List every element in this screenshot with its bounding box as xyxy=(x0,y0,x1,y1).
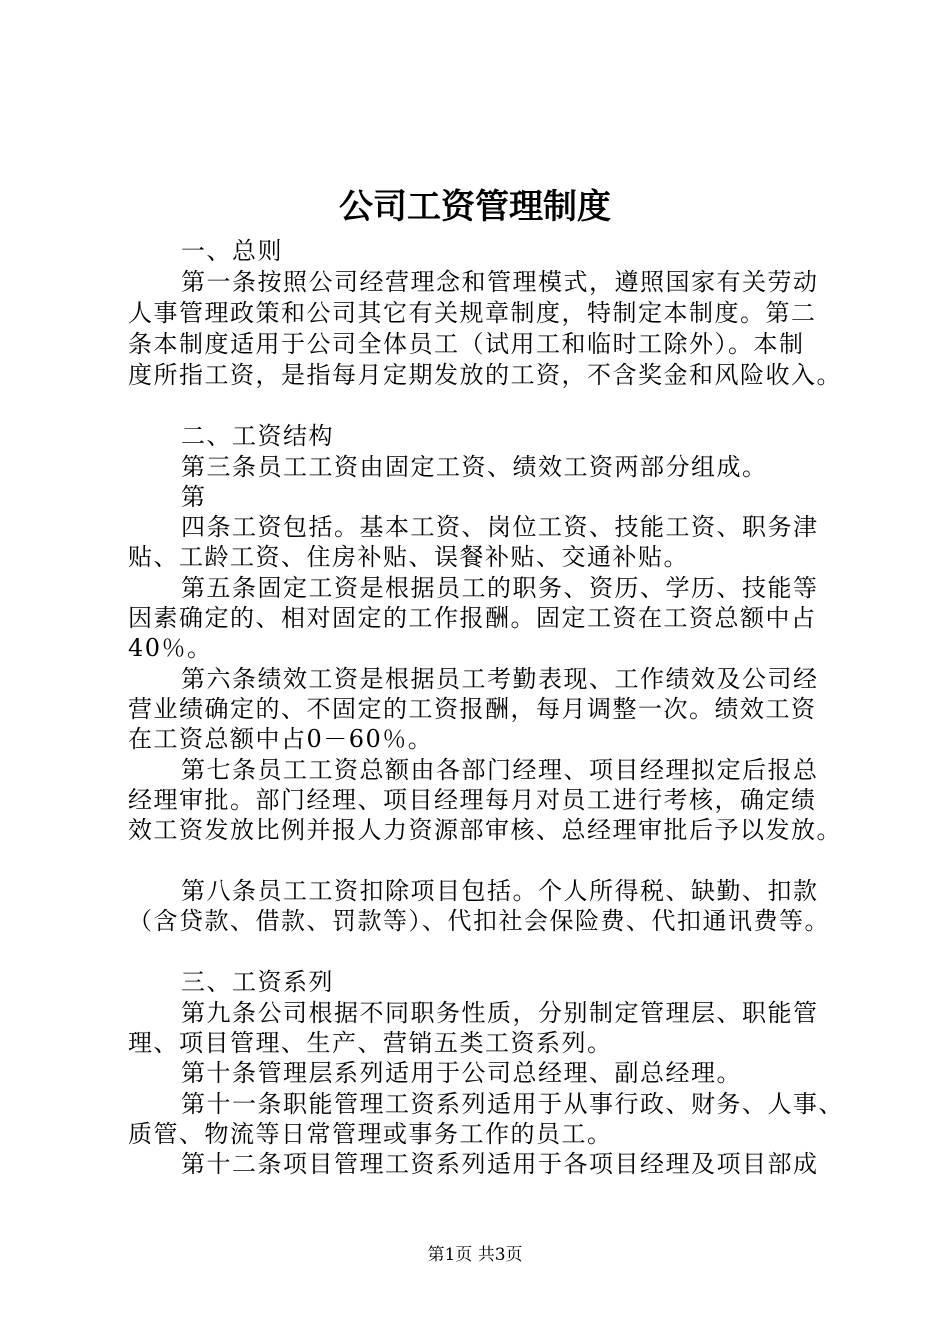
paragraph-line: 营业绩确定的、不固定的工资报酬，每月调整一次。绩效工资 xyxy=(128,695,817,723)
document-title: 公司工资管理制度 xyxy=(339,187,611,227)
paragraph-line: 第三条员工工资由固定工资、绩效工资两部分组成。 xyxy=(181,453,768,481)
page-footer: 第1页 共3页 xyxy=(427,1245,523,1265)
paragraph-line: 在工资总额中占0－60％。 xyxy=(128,725,434,753)
paragraph-line: （含贷款、借款、罚款等）、代扣社会保险费、代扣通讯费等。 xyxy=(128,907,830,935)
paragraph-line: 第九条公司根据不同职务性质，分别制定管理层、职能管 xyxy=(181,999,819,1027)
paragraph-line: 质管、物流等日常管理或事务工作的员工。 xyxy=(128,1120,613,1148)
paragraph-line: 40％。 xyxy=(128,634,213,662)
paragraph-line: 四条工资包括。基本工资、岗位工资、技能工资、职务津 xyxy=(181,513,819,541)
paragraph-line: 贴、工龄工资、住房补贴、误餐补贴、交通补贴。 xyxy=(128,543,689,571)
section-heading: 二、工资结构 xyxy=(181,422,334,450)
paragraph-line: 第五条固定工资是根据员工的职务、资历、学历、技能等 xyxy=(181,574,819,602)
paragraph-line: 第八条员工工资扣除项目包括。个人所得税、缺勤、扣款 xyxy=(181,877,819,905)
paragraph-line: 第六条绩效工资是根据员工考勤表现、工作绩效及公司经 xyxy=(181,665,819,693)
paragraph-line: 经理审批。部门经理、项目经理每月对员工进行考核，确定绩 xyxy=(128,786,817,814)
paragraph-line: 人事管理政策和公司其它有关规章制度，特制定本制度。第二 xyxy=(128,299,817,327)
paragraph-line: 效工资发放比例并报人力资源部审核、总经理审批后予以发放。 xyxy=(128,816,842,844)
paragraph-line: 理、项目管理、生产、营销五类工资系列。 xyxy=(128,1029,613,1057)
section-heading: 一、总则 xyxy=(181,237,283,265)
paragraph-line: 度所指工资，是指每月定期发放的工资，不含奖金和风险收入。 xyxy=(128,361,842,389)
paragraph-line: 第十条管理层系列适用于公司总经理、副总经理。 xyxy=(181,1059,742,1087)
paragraph-line: 第一条按照公司经营理念和管理模式，遵照国家有关劳动 xyxy=(181,268,819,296)
paragraph-line: 第 xyxy=(181,483,207,511)
paragraph-line: 因素确定的、相对固定的工作报酬。固定工资在工资总额中占 xyxy=(128,604,817,632)
paragraph-line: 第十一条职能管理工资系列适用于从事行政、财务、人事、 xyxy=(181,1090,844,1118)
section-heading: 三、工资系列 xyxy=(181,968,334,996)
paragraph-line: 第十二条项目管理工资系列适用于各项目经理及项目部成 xyxy=(181,1150,819,1178)
paragraph-line: 条本制度适用于公司全体员工（试用工和临时工除外）。本制 xyxy=(128,330,805,358)
paragraph-line: 第七条员工工资总额由各部门经理、项目经理拟定后报总 xyxy=(181,756,819,784)
